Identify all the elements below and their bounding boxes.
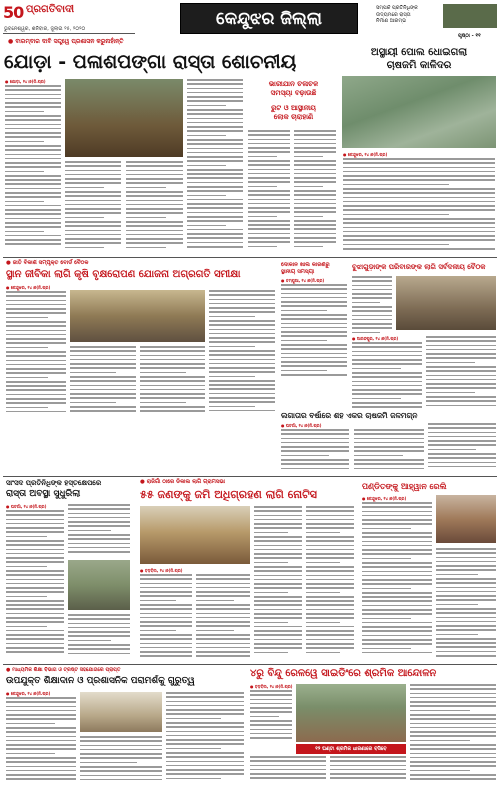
notice-body-col2 xyxy=(196,574,250,660)
agri-photo-meeting xyxy=(70,290,205,342)
lead-body-col2 xyxy=(65,161,121,253)
lead-body-col6 xyxy=(294,130,336,253)
notice-body-col4 xyxy=(306,506,354,660)
bottom-left-kicker: ● ମାଧ୍ୟମିକ ଶିକ୍ଷା ବିଭାଗ ଓ ଟ୍ରଷ୍ଟ ସହଯୋଗରେ ପ୍ରାପ୍ତ xyxy=(6,667,121,673)
mp-byline: ● ଘଟଗାଁ, ୨୪।୭(ନି.ପ୍ର) xyxy=(6,504,47,509)
logo-number: 50 xyxy=(3,3,24,22)
farmland-byline: ● ଘଟଗାଁ, ୨୪।୭(ନି.ପ୍ର) xyxy=(281,423,322,428)
notice-body-col1 xyxy=(140,574,192,660)
bottom-right-body-col1 xyxy=(250,690,292,745)
right-top-body xyxy=(343,158,495,253)
student-photo xyxy=(436,495,496,543)
meeting-body-col2 xyxy=(352,342,422,412)
mp-body-col2 xyxy=(68,504,130,556)
lead-headline: ଯୋଡ଼ା - ପଳାଶପଙ୍ଗା ରାସ୍ତା ଶୋଚନୀୟ xyxy=(4,51,297,73)
farmland-headline: ଲଗାତାର ବର୍ଷାରେ ଶହ ଏକର ଚାଷଜମି ଜଳମଗ୍ନ xyxy=(281,411,418,420)
lead-byline: ● ଯୋଡ଼ା, ୨୪।୭(ନି.ପ୍ର) xyxy=(5,79,46,84)
bottom-right-body-col2 xyxy=(250,756,326,785)
student-body-col2 xyxy=(436,548,496,660)
meeting-byline: ● ଆନନ୍ଦପୁର, ୨୪।୭(ନି.ପ୍ର) xyxy=(352,336,399,341)
right-top-headline: ଅସ୍ଥାୟୀ ପୋଲ ଧୋଇଗଲା ଚାଷଜମି କାଳିଦର xyxy=(370,47,468,71)
header-side-note: ସମ୍ପର୍କ ପ୍ରତିନିଧିଙ୍କ ଉଦ୍ୟମରେ ରାସ୍ତା ନିର୍ମାଣ ଆରମ୍ଭ xyxy=(376,5,418,24)
bottom-left-headline: ଉପଯୁକ୍ତ ଶିକ୍ଷାଦାନ ଓ ପ୍ରଶାସନିକ ପରାମର୍ଶକୁ ଗୁରୁତ୍ୱ xyxy=(6,676,195,686)
lead-side-box-2: ରୁଟ ଓ ଆସ୍ଥାନୀୟ ଲୋକ ଚାରାହାଣି xyxy=(271,104,316,121)
lead-body-col4 xyxy=(187,79,243,253)
agri-headline: ସ୍ଥାନ ଜୀବିକା ଲାଗି କୃଷି ବୃକ୍ଷରୋପଣ ଯୋଜନା ଅଗ୍ରଗତି ସମୀକ୍ଷା xyxy=(6,269,241,280)
bottom-left-body-col3 xyxy=(166,692,244,785)
right-top-byline: ● କେନ୍ଦୁଝର, ୨୪।୭(ନି.ପ୍ର) xyxy=(343,152,388,157)
bottom-right-body-col4 xyxy=(410,684,496,785)
notice-headline: ୫୫ ଜଣଙ୍କୁ ଜମି ଅଧିଗ୍ରହଣ ଲାଗି ନୋଟିସ xyxy=(140,488,317,501)
lead-side-box-1: ଭାରୀଯାନ ଚଳାଚଳ ସମସ୍ୟା ବଢ଼ାଉଛି xyxy=(268,80,319,97)
market-kicker: ଦୋକାନ ଖାଲି କାରଣରୁ ସ୍ଥାନୀୟ ସମସ୍ୟା xyxy=(281,262,330,275)
page-label: ପୃଷ୍ଠା - ୧୧ xyxy=(458,33,481,39)
notice-photo xyxy=(140,506,250,564)
market-byline: ● ଚମ୍ପୁଆ, ୨୪।୭(ନି.ପ୍ର) xyxy=(281,278,325,283)
bottom-right-headline: ୪ରୁ ବିନ୍ଦୁ ରେଳୱେ ସାଇଡିଂରେ ଶ୍ରମିକ ଆନ୍ଦୋଳନ xyxy=(250,668,437,679)
bottom-right-banner: ୧୨ ଘଣ୍ଟା ଶ୍ରମିକ ଧାରଣାରେ ବସିବେ xyxy=(296,744,406,754)
lead-kicker: ● ବାରମ୍ବାର ଦାବି ସତ୍ତ୍ୱେ ପ୍ରଶାସନ କରୁନାହାଁନ୍ତି xyxy=(8,38,124,45)
bottom-right-body-col3 xyxy=(330,756,406,785)
district-title-box xyxy=(180,3,358,34)
dateline: ଭୁବନେଶ୍ୱର, ଶନିବାର, ଜୁଲାଇ ୨୫, ୨୦୨୦ xyxy=(4,26,86,32)
lead-body-col1 xyxy=(5,85,61,253)
meeting-headline: ବୁଝାଗୁଡ଼ାଙ୍କ ପରିବାରଙ୍କ ଲାଗି ସର୍ବଦଳୀୟ ବୈଠକ xyxy=(352,263,486,271)
agri-kicker: ● ଜାତି ବିକାଶ ସମ୍ପୃକ୍ତ ବୋର୍ଡ ବୈଠକ xyxy=(6,260,89,266)
meeting-body-col3 xyxy=(426,336,496,412)
bottom-left-photo xyxy=(80,692,162,732)
bottom-right-byline: ● ବଡ଼ବିଲ, ୨୪।୭(ନି.ପ୍ର) xyxy=(250,684,293,689)
farmland-body-col1 xyxy=(281,429,349,474)
agri-body-col2 xyxy=(70,346,136,416)
meeting-photo xyxy=(396,276,496,330)
notice-kicker: ● ରାଜିଗାଁ ଠାରେ ଡିକାଲ ଲାଗି ଗ୍ରାମସଭା xyxy=(140,479,226,485)
lead-body-col5 xyxy=(248,130,290,253)
header-thumbnail xyxy=(443,4,497,28)
market-body xyxy=(281,284,347,379)
district-title: କେନ୍ଦୁଝର ଜିଲ୍ଲା xyxy=(216,9,322,29)
mp-body-col1 xyxy=(6,510,64,660)
lead-photo-road xyxy=(65,79,183,157)
student-headline: ପଣ୍ଡିତଙ୍କୁ ଆହ୍ୱାନ ରେଲି xyxy=(362,482,447,491)
agri-body-col3 xyxy=(140,346,205,416)
masthead xyxy=(0,0,500,46)
paper-name: ପ୍ରଗତିବାଦୀ xyxy=(26,4,75,15)
bottom-right-photo xyxy=(296,684,406,742)
student-byline: ● କେନ୍ଦୁଝର, ୨୪।୭(ନି.ପ୍ର) xyxy=(362,496,407,501)
lead-body-col3 xyxy=(126,161,183,253)
meeting-body-col1 xyxy=(352,276,392,336)
agri-body-col1 xyxy=(6,291,66,416)
notice-byline: ● ବଡ଼ବିଲ, ୨୪।୭(ନି.ପ୍ର) xyxy=(140,568,183,573)
farmland-body-col3 xyxy=(428,423,496,474)
bottom-left-body-col2 xyxy=(80,736,162,785)
mp-headline: ସାଂସଦ ପ୍ରତିନିଧିଙ୍କ ହସ୍ତକ୍ଷେପରେ ରାସ୍ତା ଅବସ୍ଥା ସୁଧୁରିଲା xyxy=(6,479,102,499)
farmland-body-col2 xyxy=(354,429,424,474)
student-body-col1 xyxy=(362,502,432,660)
notice-body-col3 xyxy=(254,506,302,660)
mp-body-col3 xyxy=(68,614,130,660)
bottom-left-byline: ● କେନ୍ଦୁଝର, ୨୪।୭(ନି.ପ୍ର) xyxy=(6,691,51,696)
agri-byline: ● କେନ୍ଦୁଝର, ୨୪।୭(ନି.ପ୍ର) xyxy=(6,285,51,290)
mp-photo-road xyxy=(68,560,130,610)
bottom-left-body-col1 xyxy=(6,697,76,785)
paper-logo xyxy=(3,3,25,20)
agri-body-col4 xyxy=(209,290,275,416)
right-top-photo-fields xyxy=(342,76,496,148)
